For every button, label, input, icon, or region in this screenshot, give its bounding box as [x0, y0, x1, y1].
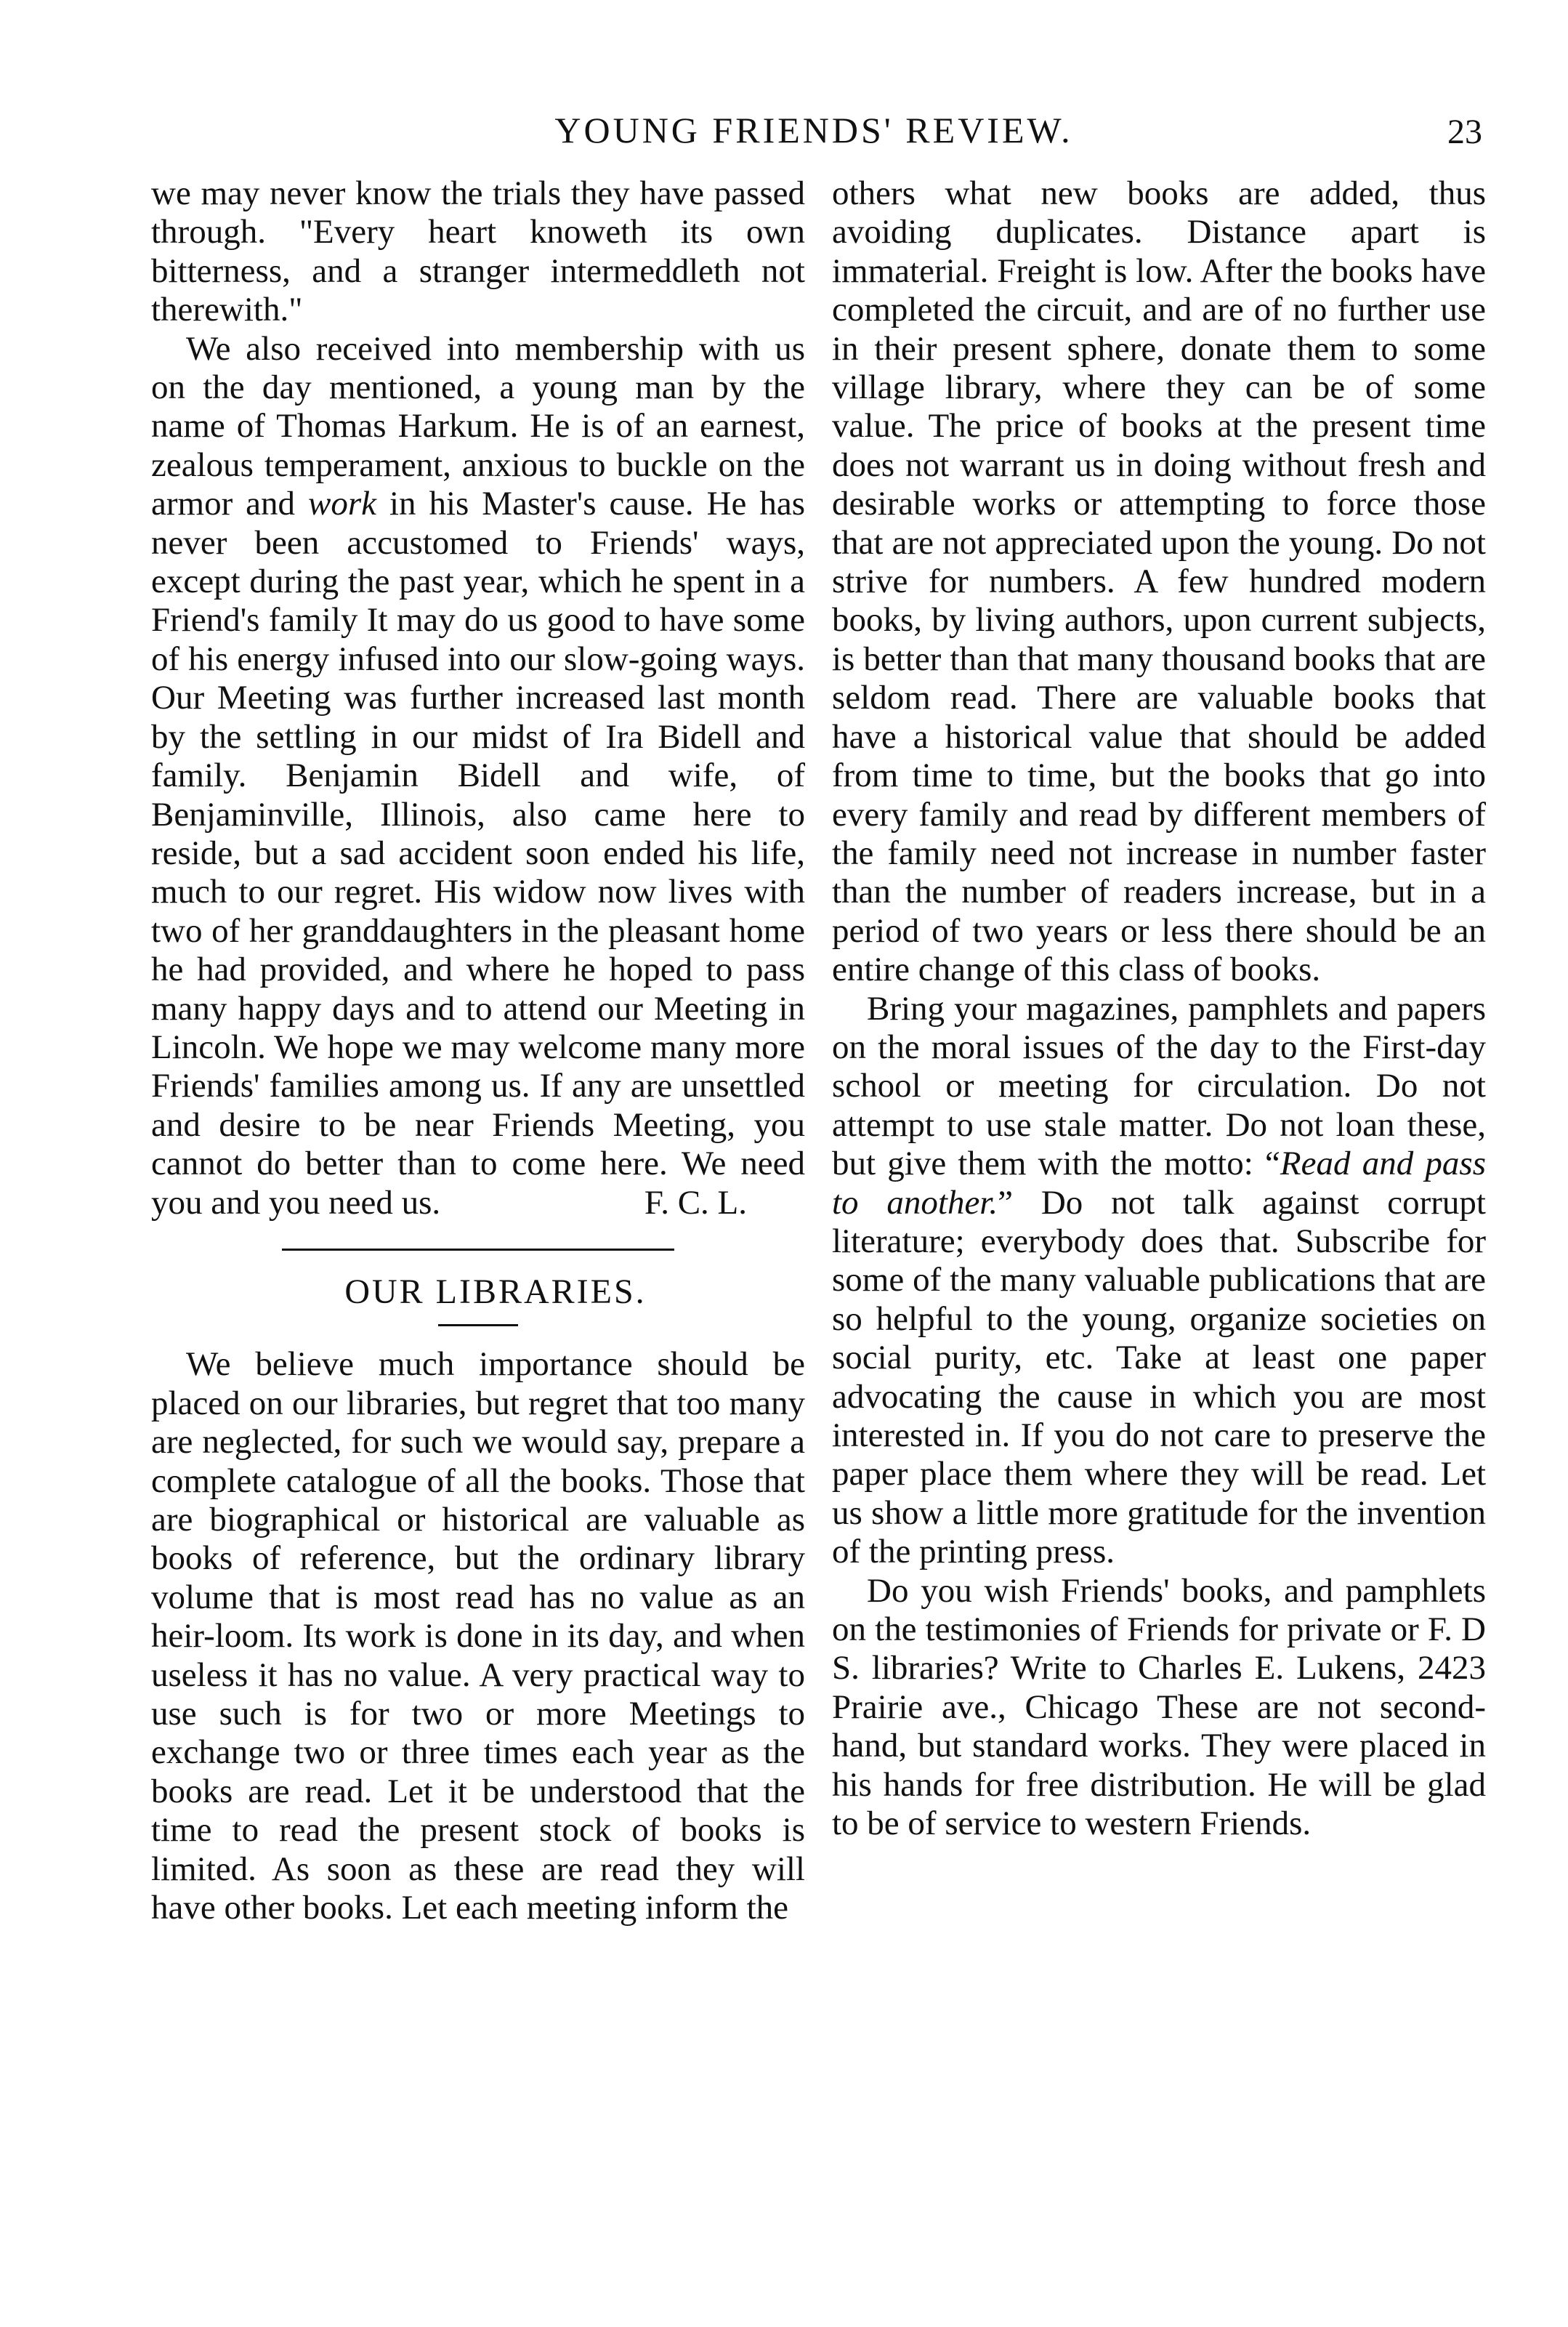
- signature: F. C. L.: [644, 1183, 747, 1222]
- italic-word: work: [308, 485, 376, 523]
- page-number: 23: [1447, 113, 1482, 151]
- text-segment: ” Do not talk against corrupt literature; everybody does that. Subscribe for some of the many valuable publications that are so helpful to the young, organize societies on social purity, etc. Take at least one paper advocating the cause in which you are most interested in. If you do not care to preserve the paper place them where they will be read. Let us show a little more gratitude for the invention of the printing press.: [832, 1183, 1486, 1571]
- section-divider: [282, 1249, 674, 1251]
- page-header: [145, 109, 1482, 153]
- paragraph: others what new books are added, thus avoiding duplicates. Distance apart is immaterial. Freight is low. After the books have completed the circuit, and are of no further use in their present sphere, donate them to some village library, where they can be of some value. The price of books at the present time does not warrant us in doing without fresh and desirable works or attempting to force those that are not appreciated upon the young. Do not strive for numbers. A few hundred modern books, by living authors, upon current subjects, is better than that many thousand books that are seldom read. There are valuable books that have a historical value that should be added from time to time, but the books that go into every family and read by different members of the family need not increase in number faster than the number of readers increase, but in a period of two years or less there should be an entire change of this class of books.: [832, 174, 1486, 989]
- paragraph: we may never know the trials they have passed through. "Every heart knoweth its own bitterness, and a stranger intermeddleth not therewith.": [151, 174, 805, 329]
- paragraph-motto: [832, 990, 1486, 1572]
- paragraph: We believe much importance should be placed on our libraries, but regret that too many are neglected, for such we would say, prepare a complete catalogue of all the books. Those that are biographical or historical are valuable as books of reference, but the ordinary library volume that is most read has no value as an heir-loom. Its work is done in its day, and when useless it has no value. A very practical way to use such is for two or more Meetings to exchange two or three times each year as the books are read. Let it be understood that the time to read the present stock of books is limited. As soon as these are read they will have other books. Let each meeting inform the: [151, 1345, 805, 1927]
- left-column: [151, 174, 805, 1927]
- title-underline: [438, 1324, 518, 1326]
- text-segment: Bring your magazines, pamphlets and papers on the moral issues of the day to the First-day school or meeting for circulation. Do not attempt to use stale matter. Do not loan these, but give them with the motto: “: [832, 989, 1486, 1183]
- section-title: OUR LIBRARIES.: [344, 1272, 647, 1311]
- right-column: [832, 174, 1486, 1843]
- text-segment: We also received into membership with us on the day mentioned, a young man by the name of Thomas Harkum. He is of an earnest, zealous temperament, anxious to buckle on the armor and: [151, 329, 805, 523]
- paragraph: Do you wish Friends' books, and pamphlets on the testimonies of Friends for private or F. D S. libraries? Write to Charles E. Lukens, 2423 Prairie ave., Chicago These are not second-hand, but standard works. They were placed in his hands for free distribution. He will be glad to be of service to western Friends.: [832, 1571, 1486, 1843]
- running-title: YOUNG FRIENDS' REVIEW.: [554, 110, 1073, 150]
- motto-italic: Read and pass to another.: [832, 1145, 1486, 1222]
- text-segment: in his Master's cause. He has never been accustomed to Friends' ways, except during the past year, which he spent in a Friend's family It may do us good to have some of his energy infused into our slow-going ways. Our Meeting was further increased last month by the settling in our midst of Ira Bidell and family. Benjamin Bidell and wife, of Benjaminville, Illinois, also came here to reside, but a sad accident soon ended his life, much to our regret. His widow now lives with two of her granddaughters in the pleasant home he had provided, and where he hoped to pass many happy days and to attend our Meeting in Lincoln. We hope we may welcome many more Friends' families among us. If any are unsettled and desire to be near Friends Meeting, you cannot do better than to come here. We need you and you need us.: [151, 485, 805, 1222]
- paragraph-membership: [151, 330, 805, 1222]
